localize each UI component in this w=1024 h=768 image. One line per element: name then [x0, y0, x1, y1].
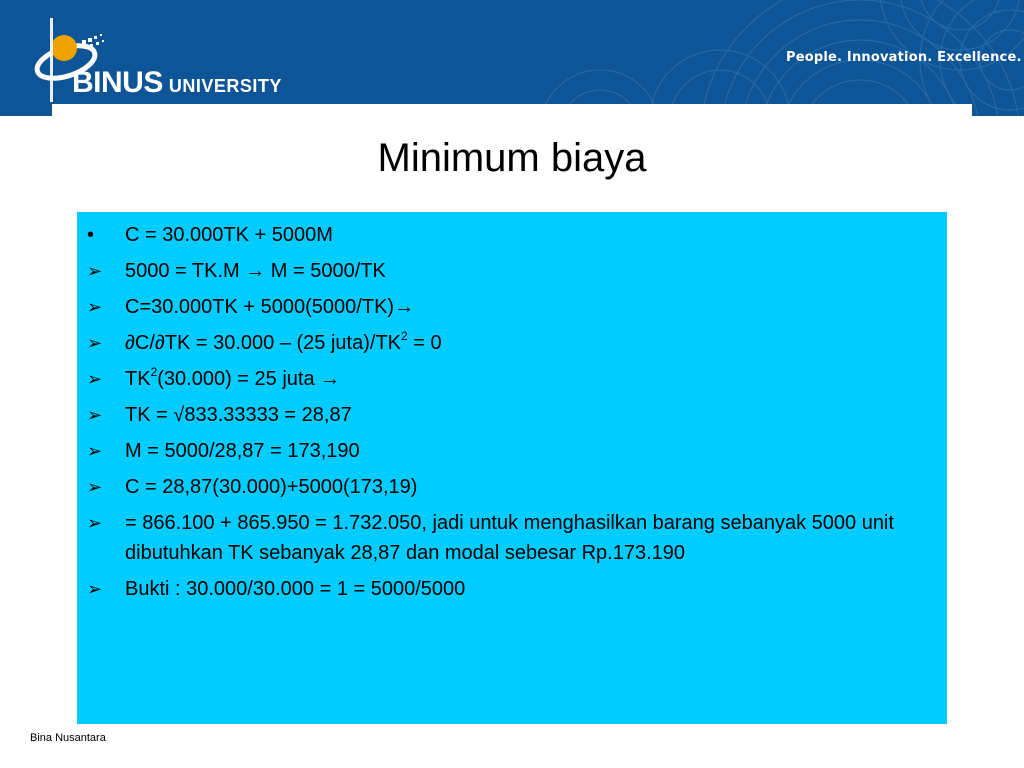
- arrowhead-bullet-icon: ➢: [87, 405, 103, 425]
- arrowhead-bullet-icon: ➢: [87, 333, 103, 353]
- title-area: [0, 106, 1024, 206]
- list-item: [77, 256, 937, 286]
- list-item: [77, 574, 937, 604]
- logo-binus-text: BINUS: [72, 66, 163, 99]
- header-band: [0, 0, 1024, 116]
- bullet-text: Bukti : 30.000/30.000 = 1 = 5000/5000: [125, 578, 466, 600]
- bullet-text: [125, 329, 442, 354]
- tagline: People. Innovation. Excellence.: [786, 50, 1022, 65]
- logo-university-text: UNIVERSITY: [168, 76, 282, 96]
- bullet-dot-icon: •: [87, 224, 95, 246]
- list-item: [77, 220, 937, 250]
- superscript: 2: [401, 329, 408, 344]
- list-item: [77, 472, 937, 502]
- footer-note: Bina Nusantara: [30, 732, 106, 744]
- list-item: [77, 292, 937, 322]
- logo-wordmark: [72, 66, 282, 100]
- bullet-text-part: ∂C/∂TK = 30.000 – (25 juta)/TK: [125, 332, 402, 354]
- bullet-text: C = 28,87(30.000)+5000(173,19): [125, 476, 418, 498]
- superscript: 2: [150, 365, 158, 380]
- binus-logo: [0, 0, 300, 116]
- slide-title: Minimum biaya: [377, 136, 647, 180]
- list-item: [77, 400, 937, 430]
- bullet-text: C=30.000TK + 5000(5000/TK)→: [125, 296, 415, 318]
- arrowhead-bullet-icon: ➢: [87, 261, 103, 281]
- bullet-text-part: = 0: [407, 332, 442, 354]
- list-item: [77, 436, 937, 466]
- list-item: [77, 508, 937, 568]
- bullet-text: = 866.100 + 865.950 = 1.732.050, jadi untuk menghasilkan barang sebanyak 5000 unit dibutuhkan TK sebanyak 28,87 dan modal sebesar Rp.173.190: [125, 512, 894, 564]
- content-panel: [77, 212, 947, 724]
- arrowhead-bullet-icon: ➢: [87, 513, 103, 533]
- bullet-text-part: TK: [125, 368, 151, 390]
- bullet-text: C = 30.000TK + 5000M: [125, 224, 333, 246]
- arrowhead-bullet-icon: ➢: [87, 579, 103, 599]
- bullet-text: [125, 365, 341, 390]
- bullet-text: M = 5000/28,87 = 173,190: [125, 440, 360, 462]
- bullet-text: TK = √833.33333 = 28,87: [125, 404, 352, 426]
- bullet-list: [77, 220, 937, 610]
- arrowhead-bullet-icon: ➢: [87, 297, 103, 317]
- list-item: [77, 364, 937, 394]
- arrowhead-bullet-icon: ➢: [87, 441, 103, 461]
- arrowhead-bullet-icon: ➢: [87, 369, 103, 389]
- arrowhead-bullet-icon: ➢: [87, 477, 103, 497]
- bullet-text: 5000 = TK.M → M = 5000/TK: [125, 260, 386, 282]
- list-item: [77, 328, 937, 358]
- bullet-text-part: (30.000) = 25 juta →: [157, 368, 341, 390]
